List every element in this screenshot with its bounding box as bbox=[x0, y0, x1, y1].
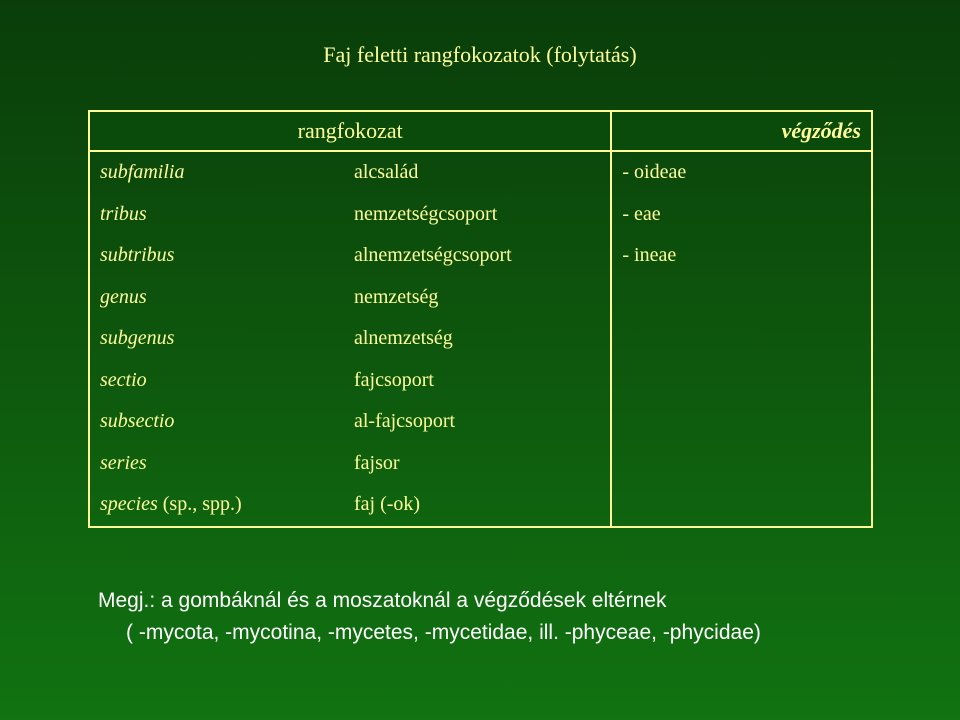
rank-table bbox=[88, 110, 873, 528]
hungarian-rank: faj (-ok) bbox=[344, 484, 611, 527]
footnote-line-1: Megj.: a gombáknál és a moszatoknál a végződések eltérnek bbox=[98, 589, 667, 612]
ending bbox=[611, 318, 872, 360]
slide-title: Faj feletti rangfokozatok (folytatás) bbox=[323, 42, 637, 67]
hungarian-rank: al-fajcsoport bbox=[344, 401, 611, 443]
hungarian-rank: alnemzetség bbox=[344, 318, 611, 360]
header-rank: rangfokozat bbox=[89, 111, 611, 151]
hungarian-rank: nemzetség bbox=[344, 277, 611, 319]
ending: - eae bbox=[611, 194, 872, 236]
latin-rank: subtribus bbox=[89, 235, 344, 277]
header-ending: végződés bbox=[611, 111, 872, 151]
latin-rank: tribus bbox=[89, 194, 344, 236]
table-row bbox=[89, 235, 872, 277]
table-row bbox=[89, 318, 872, 360]
latin-rank: subfamilia bbox=[89, 151, 344, 194]
latin-rank: sectio bbox=[89, 360, 344, 402]
hungarian-rank: alnemzetségcsoport bbox=[344, 235, 611, 277]
hungarian-rank: fajsor bbox=[344, 443, 611, 485]
table-row bbox=[89, 484, 872, 527]
ending: - ineae bbox=[611, 235, 872, 277]
ending bbox=[611, 484, 872, 527]
ending bbox=[611, 443, 872, 485]
table-header-row bbox=[89, 111, 872, 151]
table-row bbox=[89, 401, 872, 443]
footnote-line-2: ( -mycota, -mycotina, -mycetes, -mycetidae, ill. -phyceae, -phycidae) bbox=[126, 621, 761, 644]
ending bbox=[611, 277, 872, 319]
table-row bbox=[89, 443, 872, 485]
latin-rank-abbrev: (sp., spp.) bbox=[157, 493, 242, 516]
footnote bbox=[98, 585, 761, 649]
ending bbox=[611, 360, 872, 402]
ending: - oideae bbox=[611, 151, 872, 194]
latin-rank: series bbox=[89, 443, 344, 485]
latin-rank bbox=[89, 484, 344, 527]
ending bbox=[611, 401, 872, 443]
hungarian-rank: nemzetségcsoport bbox=[344, 194, 611, 236]
table-row bbox=[89, 360, 872, 402]
table-row bbox=[89, 277, 872, 319]
latin-rank: subsectio bbox=[89, 401, 344, 443]
latin-rank: subgenus bbox=[89, 318, 344, 360]
latin-rank-name: species bbox=[100, 493, 158, 516]
table-row bbox=[89, 194, 872, 236]
hungarian-rank: fajcsoport bbox=[344, 360, 611, 402]
hungarian-rank: alcsalád bbox=[344, 151, 611, 194]
table-row bbox=[89, 151, 872, 194]
latin-rank: genus bbox=[89, 277, 344, 319]
